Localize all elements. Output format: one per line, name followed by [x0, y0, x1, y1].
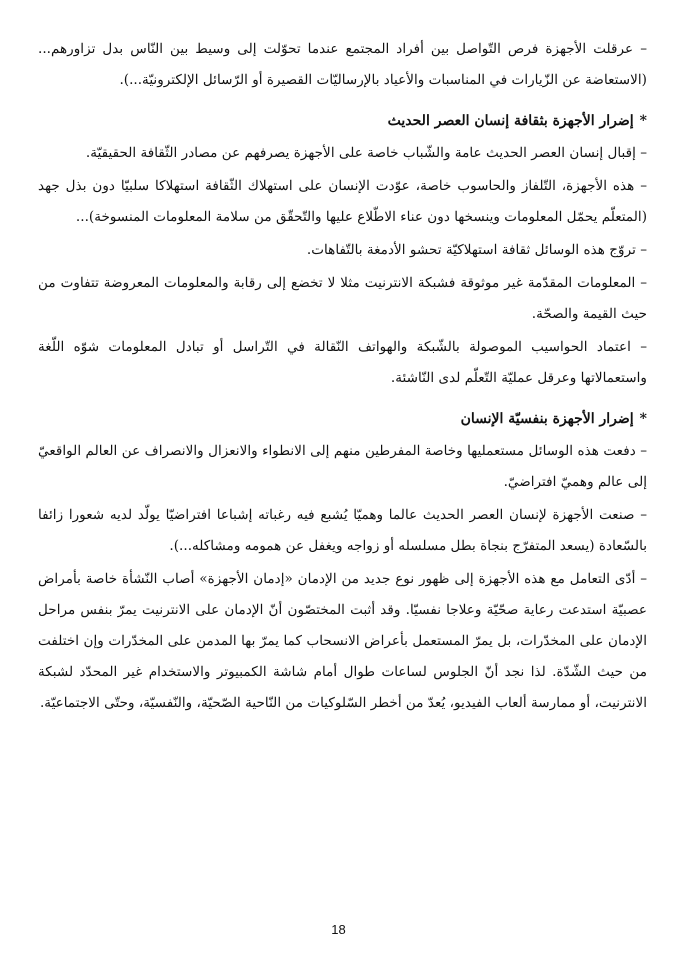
section-heading-culture-text: إضرار الأجهزة بثقافة إنسان العصر الحديث	[387, 113, 634, 129]
section1-paragraph-1: – إقبال إنسان العصر الحديث عامة والشّباب خاصة على الأجهزة يصرفهم عن مصادر الثّقافة الحقيقيّة.	[85, 145, 647, 161]
section1-paragraph-4: – المعلومات المقدّمة غير موثوقة فشبكة الانترنيت مثلا لا تخضع إلى رقابة والمعلومات المعروضة تتفاوت من حيث القيمة والصحّة.	[38, 275, 647, 322]
section-heading-culture	[38, 106, 647, 136]
bullet-star-icon: *	[639, 113, 647, 129]
section1-paragraph-2: – هذه الأجهزة، التّلفاز والحاسوب خاصة، عوّدت الإنسان على استهلاك الثّقافة استهلاكا سلبيّا دون بذل جهد (المتعلّم يحمّل المعلومات وينسخها دون عناء الاطّلاع عليها والتّحقّق من سلامة المعلومات المنسوخة)...	[38, 178, 647, 225]
section-heading-psychology	[38, 404, 647, 434]
section2-paragraph-2: – صنعت الأجهزة لإنسان العصر الحديث عالما وهميّا يُشبع فيه رغباته إشباعا افتراضيّا يولّد لديه شعورا زائفا بالسّعادة (يسعد المتفرّج بنجاة بطل مسلسله أو زواجه ويغفل عن همومه ومشاكله...).	[38, 507, 647, 554]
bullet-star-icon: *	[639, 411, 647, 427]
section1-paragraph-3: – تروّج هذه الوسائل ثقافة استهلاكيّة تحشو الأدمغة بالتّفاهات.	[306, 242, 647, 258]
document-body	[38, 34, 647, 721]
section2-paragraph-3: – أدّى التعامل مع هذه الأجهزة إلى ظهور نوع جديد من الإدمان «إدمان الأجهزة» أصاب النّشأة خاصة بأمراض عصبيّة استدعت رعاية صحّيّة وعلاجا نفسيّا. وقد أثبت المختصّون أنّ الإدمان على الانترنيت يمرّ بنفس مراحل الإدمان على المخدّرات، بل يمرّ المستعمل بأعراض الانسحاب كما يمرّ بها المدمن على المخدّرات وإن اختلفت من حيث الشّدّة. لذا نجد أنّ الجلوس لساعات طوال أمام شاشة الكمبيوتر والاستخدام غير المحدّد لشبكة الانترنيت، أو ممارسة ألعاب الفيديو، يُعدّ من أخطر السّلوكيات من النّاحية الصّحيّة، والنّفسيّة، وحتّى الاجتماعيّة.	[38, 571, 647, 711]
page-number: 18	[331, 922, 346, 937]
intro-paragraph: – عرقلت الأجهزة فرص التّواصل بين أفراد المجتمع عندما تحوّلت إلى وسيط بين النّاس بدل تزاورهم...(الاستعاضة عن الزّيارات في المناسبات والأعياد بالإرساليّات القصيرة أو الرّسائل الإلكترونيّة...).	[38, 41, 647, 88]
section1-paragraph-5: – اعتماد الحواسيب الموصولة بالشّبكة والهواتف النّقالة في التّراسل أو تبادل المعلومات شوّه اللّغة واستعمالاتها وعرقل عمليّة التّعلّم لدى النّاشئة.	[38, 339, 647, 386]
section2-paragraph-1: – دفعت هذه الوسائل مستعمليها وخاصة المفرطين منهم إلى الانطواء والانعزال والانصراف عن العالم الواقعيّ إلى عالم وهميّ افتراضيّ.	[38, 443, 647, 490]
section-heading-psychology-text: إضرار الأجهزة بنفسيّة الإنسان	[460, 411, 634, 427]
